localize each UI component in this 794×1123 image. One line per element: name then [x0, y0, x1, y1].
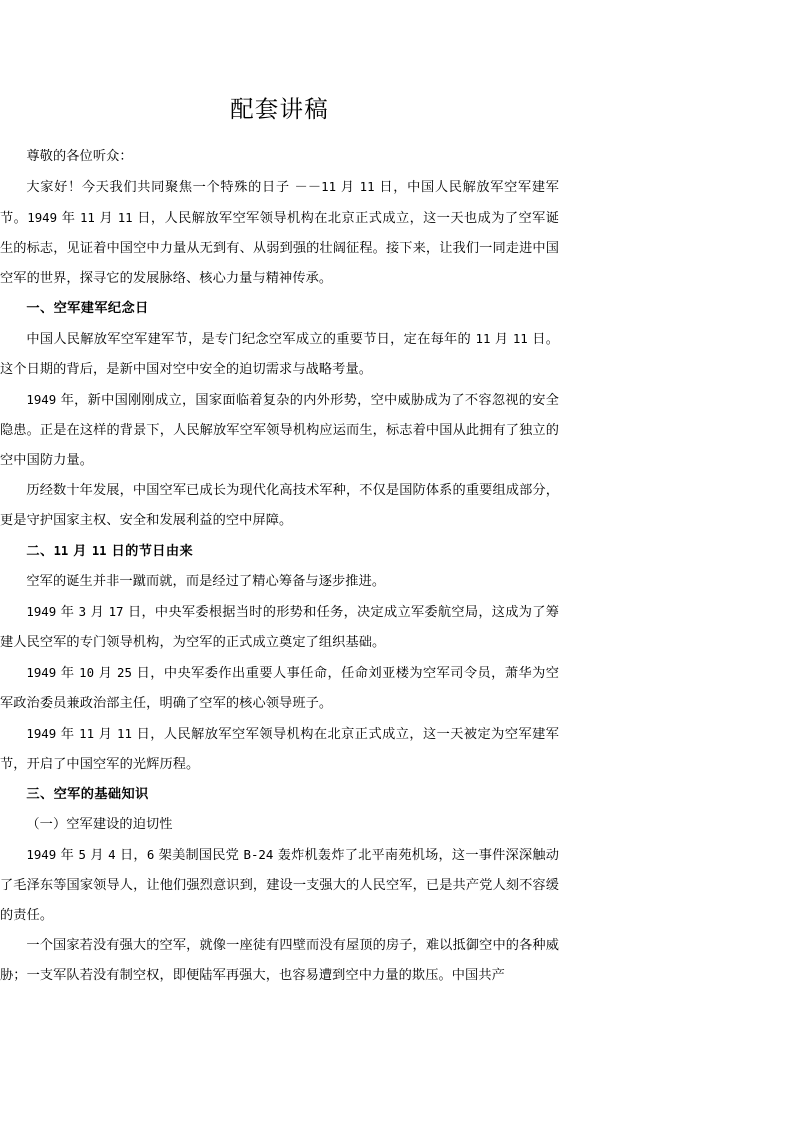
latin-run: 11 [359, 179, 375, 194]
section-1-paragraph-2: 1949 年，新中国刚刚成立，国家面临着复杂的内外形势，空中威胁成为了不容忽视的安全隐患。正是在这样的背景下，人民解放军空军领导机构应运而生，标志着中国从此拥有了独立的空中国防力量。 [0, 392, 559, 468]
section-1-paragraph-1: 中国人民解放军空军建军节，是专门纪念空军成立的重要节日，定在每年的 11 月 11 日。这个日期的背后，是新中国对空中安全的迫切需求与战略考量。 [0, 331, 560, 377]
latin-run: 1949 [26, 726, 57, 741]
section-3-paragraph-2: 一个国家若没有强大的空军，就像一座徒有四壁而没有屋顶的房子，难以抵御空中的各种威胁；一支军队若没有制空权，即便陆军再强大，也容易遭到空中力量的欺压。中国共产 [0, 938, 559, 983]
latin-run: B-24 [243, 847, 274, 862]
latin-run: 11 [79, 726, 95, 741]
latin-run: 6 [146, 847, 155, 862]
latin-run: 1949 [27, 210, 58, 225]
latin-run: 1949 [26, 604, 57, 619]
latin-run: 10 [79, 665, 95, 680]
latin-run: 11 [79, 210, 95, 225]
latin-run: 11 [512, 331, 528, 346]
latin-run: 11 [475, 331, 491, 346]
latin-run: 5 [78, 847, 86, 862]
document-body [0, 142, 559, 991]
latin-run: 1949 [26, 847, 57, 862]
latin-run: 1949 [26, 392, 57, 407]
section-2-heading: 二、11 月 11 日的节日由来 [26, 544, 194, 559]
section-2-paragraph-4: 1949 年 11 月 11 日，人民解放军空军领导机构在北京正式成立，这一天被定为空军建军节，开启了中国空军的光辉历程。 [0, 726, 560, 772]
section-2-paragraph-2: 1949 年 3 月 17 日，中央军委根据当时的形势和任务，决定成立军委航空局，这成为了筹建人民空军的专门领导机构，为空军的正式成立奠定了组织基础。 [0, 604, 559, 650]
latin-run: 25 [117, 665, 132, 680]
latin-run: 11 [53, 544, 69, 558]
section-3-subheading-1: （一）空军建设的迫切性 [26, 817, 173, 832]
latin-run: 11 [321, 179, 337, 194]
section-3-heading: 三、空军的基础知识 [26, 787, 149, 802]
salutation-paragraph: 尊敬的各位听众： [26, 149, 133, 164]
latin-run: 11 [91, 544, 107, 558]
latin-run: 11 [117, 210, 133, 225]
latin-run: 1949 [26, 665, 57, 680]
latin-run: 11 [117, 726, 132, 741]
section-3-paragraph-1: 1949 年 5 月 4 日，6 架美制国民党 B-24 轰炸机轰炸了北平南苑机场，这一事件深深触动了毛泽东等国家领导人，让他们强烈意识到，建设一支强大的人民空军，已是共产党人刻不容缓的责任。 [0, 847, 560, 923]
latin-run: 17 [108, 604, 124, 619]
section-1-heading: 一、空军建军纪念日 [26, 301, 149, 316]
latin-run: 3 [78, 604, 87, 619]
intro-paragraph: 大家好！今天我们共同聚焦一个特殊的日子 －－11 月 11 日，中国人民解放军空军建军节。1949 年 11 月 11 日，人民解放军空军领导机构在北京正式成立，这一天也成为了空军诞生的标志，见证着中国空中力量从无到有、从弱到强的壮阔征程。接下来，让我们一同走进中国空军的世界，探寻它的发展脉络、核心力量与精神传承。 [0, 179, 560, 286]
page-title: 配套讲稿 [230, 95, 329, 123]
section-1-paragraph-3: 历经数十年发展，中国空军已成长为现代化高技术军种，不仅是国防体系的重要组成部分，更是守护国家主权、安全和发展利益的空中屏障。 [0, 483, 559, 528]
section-2-paragraph-3: 1949 年 10 月 25 日，中央军委作出重要人事任命，任命刘亚楼为空军司令员，萧华为空军政治委员兼政治部主任，明确了空军的核心领导班子。 [0, 665, 560, 711]
latin-run: 4 [108, 847, 116, 862]
section-2-paragraph-1: 空军的诞生并非一蹴而就，而是经过了精心筹备与逐步推进。 [26, 574, 386, 589]
